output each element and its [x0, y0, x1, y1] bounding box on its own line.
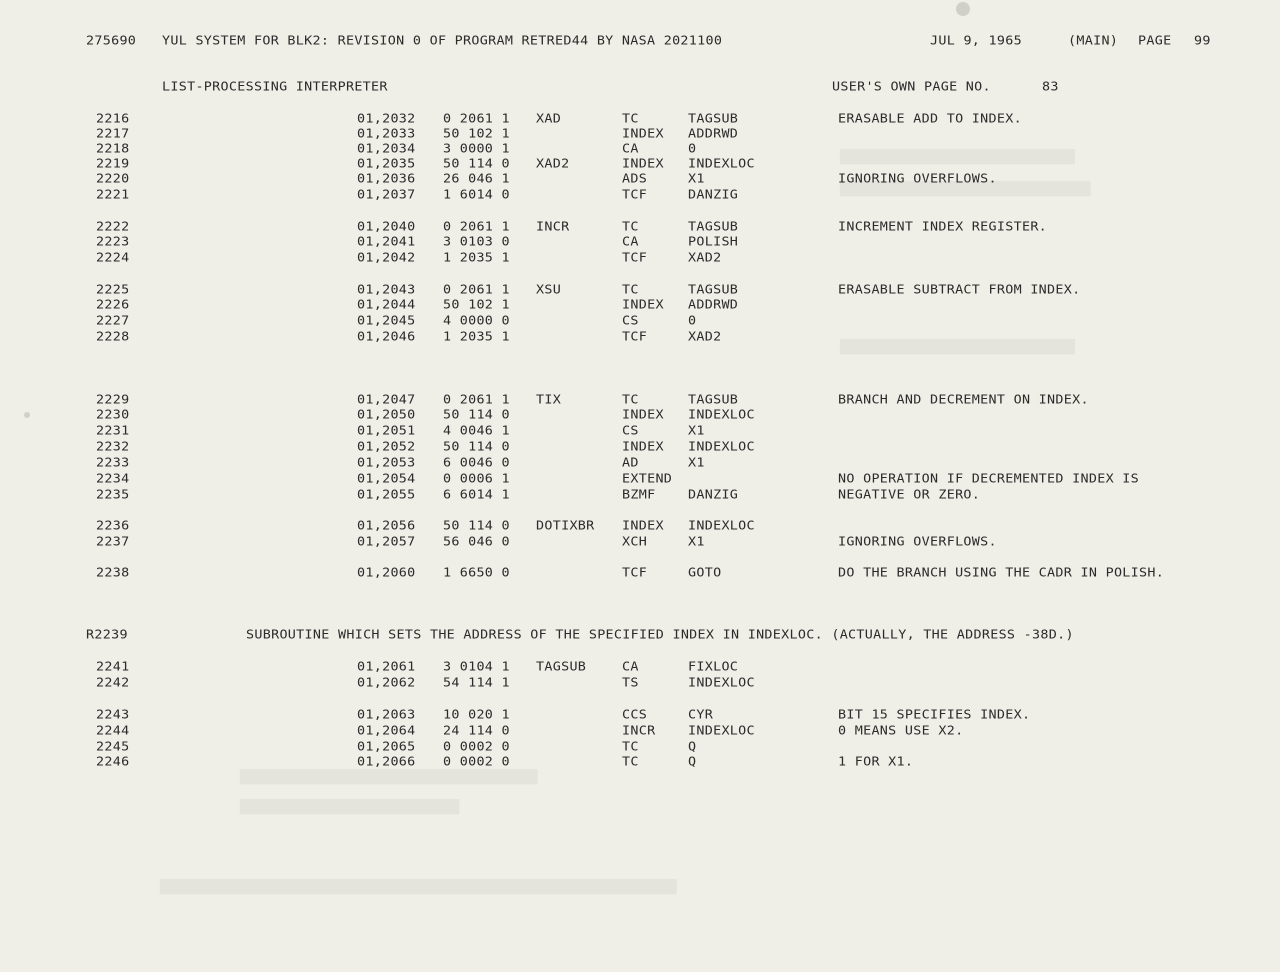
octal-word: 6 0046 0: [443, 456, 510, 471]
octal-word: 3 0000 1: [443, 142, 510, 157]
address: 01,2064: [357, 724, 416, 739]
operand: INDEXLOC: [688, 676, 755, 691]
comment: INCREMENT INDEX REGISTER.: [838, 220, 1048, 235]
octal-word: 1 6650 0: [443, 566, 510, 581]
operand: POLISH: [688, 235, 739, 250]
operand: XAD2: [688, 251, 722, 266]
opcode: TS: [622, 676, 639, 691]
operand: INDEXLOC: [688, 157, 755, 172]
line-number: 2244: [96, 724, 130, 739]
operand: TAGSUB: [688, 393, 739, 408]
operand: ADDRWD: [688, 298, 739, 313]
octal-word: 0 0006 1: [443, 472, 510, 487]
opcode: TC: [622, 740, 639, 755]
opcode: TCF: [622, 251, 648, 266]
line-number: 2216: [96, 112, 130, 127]
line-number: 2233: [96, 456, 130, 471]
operand: GOTO: [688, 566, 722, 581]
address: 01,2042: [357, 251, 416, 266]
address: 01,2060: [357, 566, 416, 581]
line-number: 2217: [96, 127, 130, 142]
address: 01,2041: [357, 235, 416, 250]
opcode: CA: [622, 660, 639, 675]
show-through-text: ██████████████████████████████: [840, 340, 1075, 355]
line-number: 2218: [96, 142, 130, 157]
line-number: 2219: [96, 157, 130, 172]
line-number: 2241: [96, 660, 130, 675]
octal-word: 0 2061 1: [443, 112, 510, 127]
symbol-label: XAD: [536, 112, 562, 127]
address: 01,2033: [357, 127, 416, 142]
opcode: XCH: [622, 535, 648, 550]
paper-speck: [956, 2, 970, 16]
octal-word: 50 102 1: [443, 127, 510, 142]
address: 01,2065: [357, 740, 416, 755]
octal-word: 50 114 0: [443, 157, 510, 172]
address: 01,2061: [357, 660, 416, 675]
opcode: ADS: [622, 172, 648, 187]
octal-word: 24 114 0: [443, 724, 510, 739]
operand: Q: [688, 755, 697, 770]
octal-word: 0 0002 0: [443, 740, 510, 755]
user-page-number: 83: [1042, 80, 1059, 95]
octal-word: 1 2035 1: [443, 330, 510, 345]
octal-word: 56 046 0: [443, 535, 510, 550]
address: 01,2034: [357, 142, 416, 157]
opcode: TC: [622, 112, 639, 127]
symbol-label: XAD2: [536, 157, 570, 172]
symbol-label: DOTIXBR: [536, 519, 595, 534]
octal-word: 3 0104 1: [443, 660, 510, 675]
operand: X1: [688, 456, 705, 471]
operand: TAGSUB: [688, 283, 739, 298]
opcode: TC: [622, 220, 639, 235]
octal-word: 0 2061 1: [443, 393, 510, 408]
symbol-label: INCR: [536, 220, 570, 235]
show-through-text: ████████████████████████████████: [840, 182, 1091, 197]
line-number: 2226: [96, 298, 130, 313]
listing-section: (MAIN): [1068, 34, 1119, 49]
line-number: 2232: [96, 440, 130, 455]
operand: CYR: [688, 708, 714, 723]
line-number: 2222: [96, 220, 130, 235]
comment: ERASABLE SUBTRACT FROM INDEX.: [838, 283, 1081, 298]
opcode: TC: [622, 283, 639, 298]
opcode: INDEX: [622, 157, 664, 172]
opcode: CA: [622, 235, 639, 250]
line-number: 2225: [96, 283, 130, 298]
line-number: 2236: [96, 519, 130, 534]
address: 01,2063: [357, 708, 416, 723]
address: 01,2047: [357, 393, 416, 408]
operand: XAD2: [688, 330, 722, 345]
listing-id: 275690: [86, 34, 137, 49]
listing-title: YUL SYSTEM FOR BLK2: REVISION 0 OF PROGRAM RETRED44 BY NASA 2021100: [162, 34, 723, 49]
opcode: INDEX: [622, 408, 664, 423]
line-number: 2228: [96, 330, 130, 345]
line-number: 2223: [96, 235, 130, 250]
line-number: 2237: [96, 535, 130, 550]
address: 01,2057: [357, 535, 416, 550]
opcode: EXTEND: [622, 472, 673, 487]
symbol-label: TAGSUB: [536, 660, 587, 675]
operand: INDEXLOC: [688, 440, 755, 455]
address: 01,2052: [357, 440, 416, 455]
show-through-text: ██████████████████████████████████████: [240, 770, 538, 785]
operand: TAGSUB: [688, 220, 739, 235]
address: 01,2053: [357, 456, 416, 471]
octal-word: 3 0103 0: [443, 235, 510, 250]
remark-text: SUBROUTINE WHICH SETS THE ADDRESS OF THE SPECIFIED INDEX IN INDEXLOC. (ACTUALLY, THE ADDRESS -38D.): [246, 628, 1074, 643]
comment: DO THE BRANCH USING THE CADR IN POLISH.: [838, 566, 1165, 581]
operand: TAGSUB: [688, 112, 739, 127]
address: 01,2036: [357, 172, 416, 187]
address: 01,2066: [357, 755, 416, 770]
opcode: INDEX: [622, 127, 664, 142]
line-number: 2224: [96, 251, 130, 266]
opcode: TCF: [622, 330, 648, 345]
operand: DANZIG: [688, 488, 739, 503]
symbol-label: TIX: [536, 393, 562, 408]
address: 01,2050: [357, 408, 416, 423]
comment: NEGATIVE OR ZERO.: [838, 488, 981, 503]
address: 01,2045: [357, 314, 416, 329]
operand: X1: [688, 424, 705, 439]
operand: X1: [688, 535, 705, 550]
line-number: 2227: [96, 314, 130, 329]
show-through-text: ██████████████████████████████: [840, 150, 1075, 165]
opcode: TC: [622, 755, 639, 770]
operand: INDEXLOC: [688, 519, 755, 534]
comment: IGNORING OVERFLOWS.: [838, 172, 997, 187]
line-number: 2220: [96, 172, 130, 187]
opcode: TCF: [622, 566, 648, 581]
octal-word: 0 0002 0: [443, 755, 510, 770]
octal-word: 1 2035 1: [443, 251, 510, 266]
remark-line-number: R2239: [86, 628, 128, 643]
address: 01,2035: [357, 157, 416, 172]
line-number: 2242: [96, 676, 130, 691]
octal-word: 1 6014 0: [443, 188, 510, 203]
octal-word: 10 020 1: [443, 708, 510, 723]
line-number: 2245: [96, 740, 130, 755]
opcode: CCS: [622, 708, 648, 723]
address: 01,2062: [357, 676, 416, 691]
octal-word: 50 114 0: [443, 408, 510, 423]
address: 01,2040: [357, 220, 416, 235]
address: 01,2037: [357, 188, 416, 203]
line-number: 2230: [96, 408, 130, 423]
operand: X1: [688, 172, 705, 187]
address: 01,2046: [357, 330, 416, 345]
operand: 0: [688, 314, 697, 329]
octal-word: 0 2061 1: [443, 283, 510, 298]
opcode: CS: [622, 314, 639, 329]
show-through-text: ██████████████████████████████████████████████████████████████████: [160, 880, 677, 895]
comment: BRANCH AND DECREMENT ON INDEX.: [838, 393, 1089, 408]
octal-word: 50 114 0: [443, 519, 510, 534]
operand: Q: [688, 740, 697, 755]
operand: ADDRWD: [688, 127, 739, 142]
address: 01,2044: [357, 298, 416, 313]
octal-word: 26 046 1: [443, 172, 510, 187]
opcode: INDEX: [622, 440, 664, 455]
line-number: 2231: [96, 424, 130, 439]
opcode: INCR: [622, 724, 656, 739]
comment: NO OPERATION IF DECREMENTED INDEX IS: [838, 472, 1140, 487]
listing-date: JUL 9, 1965: [930, 34, 1022, 49]
line-number: 2221: [96, 188, 130, 203]
address: 01,2032: [357, 112, 416, 127]
opcode: TC: [622, 393, 639, 408]
comment: IGNORING OVERFLOWS.: [838, 535, 997, 550]
operand: FIXLOC: [688, 660, 739, 675]
line-number: 2234: [96, 472, 130, 487]
line-number: 2238: [96, 566, 130, 581]
opcode: TCF: [622, 188, 648, 203]
octal-word: 50 114 0: [443, 440, 510, 455]
octal-word: 4 0046 1: [443, 424, 510, 439]
paper-speck: [24, 412, 30, 418]
address: 01,2056: [357, 519, 416, 534]
show-through-text: ████████████████████████████: [240, 800, 460, 815]
page-label: PAGE: [1138, 34, 1172, 49]
user-page-label: USER'S OWN PAGE NO.: [832, 80, 991, 95]
octal-word: 4 0000 0: [443, 314, 510, 329]
address: 01,2043: [357, 283, 416, 298]
opcode: AD: [622, 456, 639, 471]
comment: ERASABLE ADD TO INDEX.: [838, 112, 1022, 127]
line-number: 2235: [96, 488, 130, 503]
octal-word: 50 102 1: [443, 298, 510, 313]
comment: BIT 15 SPECIFIES INDEX.: [838, 708, 1031, 723]
symbol-label: XSU: [536, 283, 562, 298]
page-number: 99: [1194, 34, 1211, 49]
opcode: CA: [622, 142, 639, 157]
program-section-title: LIST-PROCESSING INTERPRETER: [162, 80, 388, 95]
opcode: INDEX: [622, 298, 664, 313]
octal-word: 6 6014 1: [443, 488, 510, 503]
line-number: 2243: [96, 708, 130, 723]
opcode: INDEX: [622, 519, 664, 534]
opcode: BZMF: [622, 488, 656, 503]
operand: INDEXLOC: [688, 408, 755, 423]
operand: INDEXLOC: [688, 724, 755, 739]
octal-word: 0 2061 1: [443, 220, 510, 235]
comment: 1 FOR X1.: [838, 755, 914, 770]
address: 01,2055: [357, 488, 416, 503]
line-number: 2229: [96, 393, 130, 408]
opcode: CS: [622, 424, 639, 439]
operand: 0: [688, 142, 697, 157]
address: 01,2054: [357, 472, 416, 487]
operand: DANZIG: [688, 188, 739, 203]
line-number: 2246: [96, 755, 130, 770]
comment: 0 MEANS USE X2.: [838, 724, 964, 739]
octal-word: 54 114 1: [443, 676, 510, 691]
address: 01,2051: [357, 424, 416, 439]
